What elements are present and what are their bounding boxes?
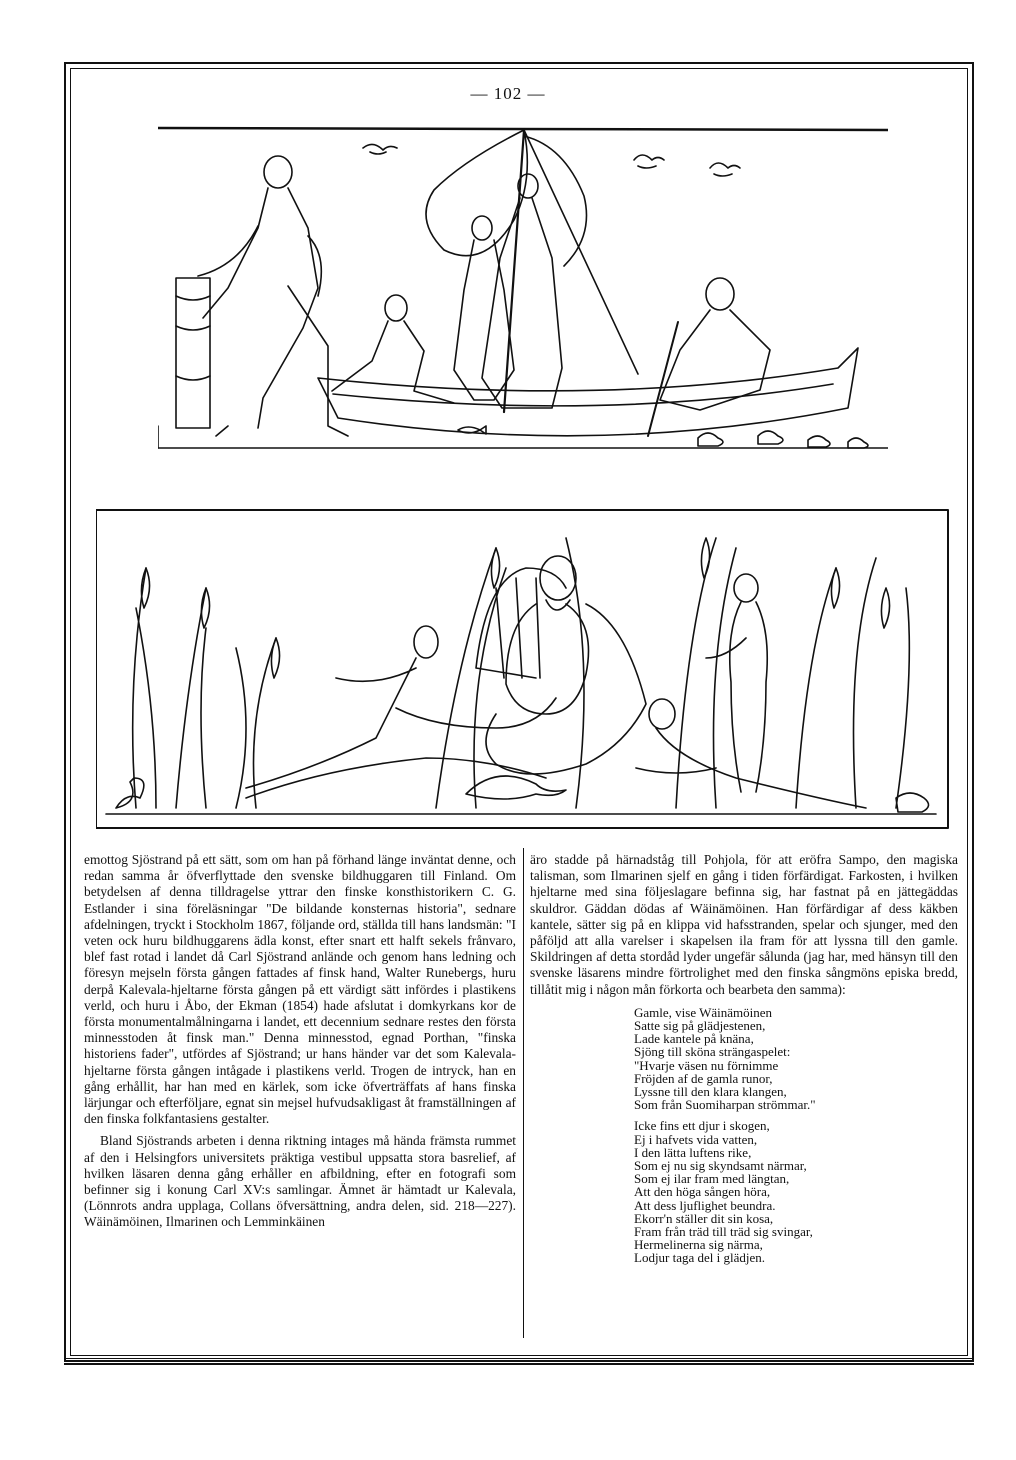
- poem-line: Fröjden af de gamla runor,: [634, 1070, 773, 1086]
- poem-line: Hermelinerna sig närma,: [634, 1237, 763, 1253]
- poem-line: Att dess ljuflighet beundra.: [634, 1197, 776, 1213]
- page-number-value: 102: [493, 84, 523, 103]
- bottom-rule: [64, 1358, 974, 1359]
- bottom-rule-thick: [64, 1363, 974, 1365]
- right-paragraph-1: äro stadde på härnadståg till Pohjola, för att eröfra Sampo, den magiska talisman, som Ilmarinen sjelf en gång i tiden förfärdigat. Farkosten, i hvilken hjeltarne med sina följeslagare befinna sig, har fastnat på en jättegäddas skuldror. Gäddan dödas af Wäinämöinen. Han förfärdigar af dess käkben kantele, sätter sig på en klippa vid hafsstranden, spelar och sjunger, med den påföljd att alla varelser i skapelsen ila fram för att lyssna till den gamle. Skildringen af detta stordåd lyder ungefär sålunda (jag har, med hänsyn till den svenske läsarens mindre förtrolighet med den finska sångmöns episka bredd, tillåtit mig i någon mån förkorta och bearbeta den samma):: [530, 852, 958, 997]
- poem: [634, 1006, 958, 1265]
- poem-line: Som ej nu sig skyndsamt närmar,: [634, 1158, 807, 1174]
- page-number: — 102 —: [470, 84, 546, 103]
- boat-relief-illustration: [158, 126, 888, 458]
- poem-line: Satte sig på glädjestenen,: [634, 1018, 766, 1034]
- poem-line: Fram från träd till träd sig svingar,: [634, 1224, 813, 1240]
- column-divider: [523, 848, 524, 1338]
- waterside-relief-drawing: [96, 508, 950, 830]
- boat-relief-drawing: [158, 126, 888, 458]
- poem-line: Som ej ilar fram med längtan,: [634, 1171, 790, 1187]
- poem-line: Lyssne till den klara klangen,: [634, 1084, 787, 1100]
- poem-line: I den lätta luftens rike,: [634, 1144, 752, 1160]
- poem-line: Icke fins ett djur i skogen,: [634, 1118, 770, 1134]
- left-paragraph-2: Bland Sjöstrands arbeten i denna riktning intages må hända främsta rummet af den i Helsingfors universitets präktiga vestibul uppsatta stora basrelief, af hvilken läsaren denna gång erhåller en afbildning, efter en fotografi som befinner sig i konung Carl XV:s samlingar. Ämnet är hämtadt ur Kalevala, (Lönnrots andra upplaga, Collans öfversättning, andra delen, sid. 218—227). Wäinämöinen, Ilmarinen och Lemminkäinen: [84, 1133, 516, 1230]
- poem-line: Ej i hafvets vida vatten,: [634, 1131, 758, 1147]
- poem-line: Lade kantele på knäna,: [634, 1031, 754, 1047]
- poem-line: Ekorr'n ställer dit sin kosa,: [634, 1210, 774, 1226]
- poem-line: Lodjur taga del i glädjen.: [634, 1250, 766, 1266]
- left-column: [84, 852, 516, 1231]
- poem-line: Att den höga sången höra,: [634, 1184, 771, 1200]
- poem-stanza-1: [634, 1006, 958, 1112]
- right-column: [530, 852, 958, 1265]
- left-paragraph-1: emottog Sjöstrand på ett sätt, som om han på förhand länge inväntat denne, och redan samma år öfverflyttade den svenske bildhuggaren till Finland. Om betydelsen af denna tilldragelse yttrar den finske konsthistorikern C. G. Estlander i sina föreläsningar "De bildande konsternas historia", sednare afdelningen, tryckt i Stockholm 1867, följande ord, ställda till hans landsmän: "I veten ock huru bildhuggarens ädla konst, efter snart ett halft sekels frånvaro, blef fast rotad i landet då Carl Sjöstrand anlände och genom hans ledning och föresyn mejseln första gången fattades af finsk hand, Walter Runebergs, huru derpå Kalevala-hjeltarne första gången på ett värdigt sätt infördes i plastikens verld, och huru i Åbo, der Ekman (1854) hade afslutat i domkyrkans kor de första monumentalmålningarna i landet, ett decennium sednare restes den första minnesstoden åt finsk man." Denna minnesstod, egnad Porthan, "finska historiens fader", utfördes af Sjöstrand; ur hans händer var det som Kalevala-hjeltarne första gången intågade i plastikens verld. Trogen de intryck, han en gång erhållit, har han med en kärlek, som icke öfverträffats af hans finska lärjungar och efterföljare, egnat sin mejsel hufvudsakligast åt framställningen af den finska folkfantasiens gestalter.: [84, 852, 516, 1127]
- poem-line: Som från Suomiharpan strömmar.": [634, 1097, 816, 1113]
- poem-line: Gamle, vise Wäinämöinen: [634, 1004, 773, 1020]
- waterside-relief-illustration: [96, 508, 950, 830]
- poem-stanza-2: [634, 1119, 958, 1264]
- poem-line: "Hvarje väsen nu förnimme: [634, 1057, 779, 1073]
- poem-line: Sjöng till sköna strängaspelet:: [634, 1044, 791, 1060]
